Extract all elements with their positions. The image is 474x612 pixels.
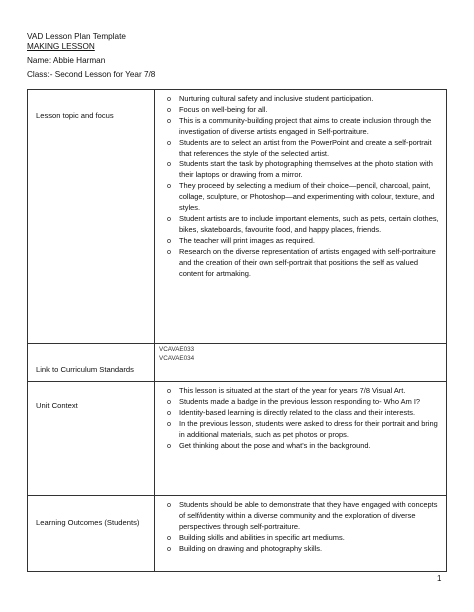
bullet-marker: o — [167, 181, 171, 191]
bullet-item — [155, 544, 440, 555]
bullet-item — [155, 94, 440, 105]
bullet-text: Students should be able to demonstrate that they have engaged with concepts of self/identity within a diverse community and the exploration of diverse perspectives through self-portraiture. — [179, 500, 438, 531]
bullet-item — [155, 386, 440, 397]
class-line: Class:- Second Lesson for Year 7/8 — [27, 70, 156, 79]
bullet-marker: o — [167, 235, 171, 245]
bullet-marker: o — [167, 159, 171, 169]
bullet-item — [155, 419, 440, 441]
outcomes-row — [28, 496, 447, 572]
bullet-marker: o — [167, 396, 171, 406]
bullet-marker: o — [167, 213, 171, 223]
bullet-text: Student artists are to include important elements, such as pets, certain clothes, bikes, skateboards, favourite food, and happy places, friends. — [179, 213, 439, 234]
curriculum-label-cell — [28, 344, 155, 382]
page-number: 1 — [437, 574, 442, 583]
context-label-cell — [28, 382, 155, 496]
bullet-text: The teacher will print images as required. — [179, 235, 316, 245]
bullet-text: Building skills and abilities in specific art mediums. — [179, 532, 345, 542]
outcomes-bullet-list — [155, 496, 446, 555]
topic-bullet-list — [155, 90, 446, 279]
bullet-item — [155, 214, 440, 236]
bullet-item — [155, 105, 440, 116]
name-line: Name: Abbie Harman — [27, 56, 106, 65]
bullet-marker: o — [167, 115, 171, 125]
outcomes-label: Learning Outcomes (Students) — [36, 518, 140, 527]
lesson-plan-table — [27, 89, 447, 572]
outcomes-label-cell — [28, 496, 155, 572]
topic-content-cell — [155, 90, 447, 344]
curriculum-content-cell — [155, 344, 447, 382]
bullet-item — [155, 159, 440, 181]
outcomes-content-cell — [155, 496, 447, 572]
bullet-item — [155, 116, 440, 138]
bullet-item — [155, 500, 440, 533]
bullet-marker: o — [167, 94, 171, 103]
bullet-marker: o — [167, 137, 171, 147]
document-subtitle: MAKING LESSON — [27, 42, 95, 51]
curriculum-label: Link to Curriculum Standards — [36, 365, 134, 374]
bullet-marker: o — [167, 246, 171, 256]
bullet-text: Nurturing cultural safety and inclusive student participation. — [179, 94, 374, 103]
bullet-text: Students start the task by photographing themselves at the photo station with their laptops or drawing from a mirror. — [179, 159, 433, 180]
bullet-text: Get thinking about the pose and what's in the background. — [179, 440, 371, 450]
bullet-item — [155, 397, 440, 408]
bullet-text: Research on the diverse representation of artists engaged with self-portraiture and the creation of their own self-portrait that positions the self as valued content for artmaking. — [179, 246, 436, 278]
bullet-text: Identity-based learning is directly related to the class and their interests. — [179, 407, 416, 417]
curriculum-row — [28, 344, 447, 382]
bullet-text: Students are to select an artist from the PowerPoint and create a self-portrait that references the style of the selected artist. — [179, 137, 432, 158]
bullet-marker: o — [167, 543, 171, 553]
bullet-item — [155, 236, 440, 247]
bullet-item — [155, 533, 440, 544]
bullet-item — [155, 181, 440, 214]
bullet-text: In the previous lesson, students were asked to dress for their portrait and bring in additional materials, such as pet photos or props. — [179, 418, 438, 439]
bullet-marker: o — [167, 386, 171, 395]
bullet-text: Building on drawing and photography skills. — [179, 543, 323, 553]
bullet-marker: o — [167, 407, 171, 417]
bullet-text: This is a community-building project that aims to create inclusion through the investigation of diverse artists engaged in Self-portraiture. — [179, 115, 432, 136]
bullet-item — [155, 441, 440, 452]
bullet-text: Focus on well-being for all. — [179, 104, 268, 114]
bullet-marker: o — [167, 440, 171, 450]
bullet-item — [155, 138, 440, 160]
topic-row — [28, 90, 447, 344]
context-label: Unit Context — [36, 401, 78, 410]
bullet-marker: o — [167, 532, 171, 542]
context-content-cell — [155, 382, 447, 496]
bullet-item — [155, 247, 440, 280]
bullet-marker: o — [167, 500, 171, 509]
topic-label-cell — [28, 90, 155, 344]
curriculum-code: VCAVAE034 — [159, 354, 195, 362]
bullet-marker: o — [167, 104, 171, 114]
curriculum-code: VCAVAE033 — [159, 346, 195, 353]
bullet-text: They proceed by selecting a medium of their choice—pencil, charcoal, paint, collage, sculpture, or Photoshop—and experimenting with colour, texture, and styles. — [179, 181, 435, 213]
context-bullet-list — [155, 382, 446, 451]
document-title: VAD Lesson Plan Template — [27, 32, 126, 41]
topic-label: Lesson topic and focus — [36, 111, 114, 120]
context-row — [28, 382, 447, 496]
bullet-marker: o — [167, 418, 171, 428]
bullet-text: This lesson is situated at the start of the year for years 7/8 Visual Art. — [179, 386, 406, 395]
bullet-text: Students made a badge in the previous lesson responding to- Who Am I? — [179, 396, 421, 406]
bullet-item — [155, 408, 440, 419]
